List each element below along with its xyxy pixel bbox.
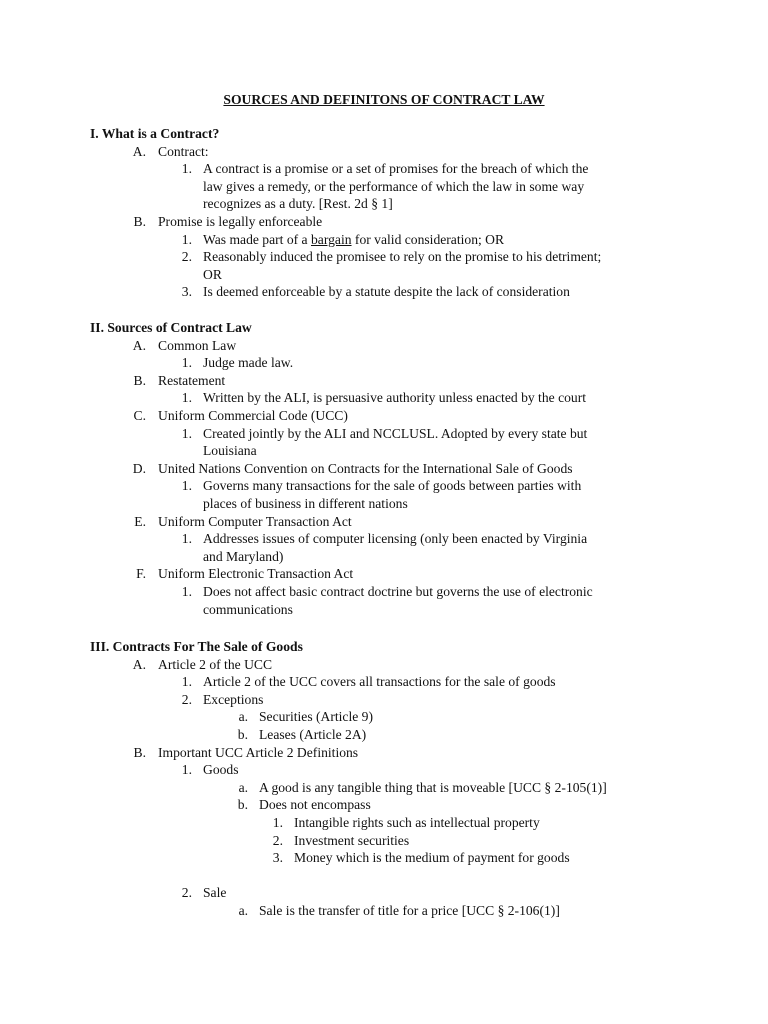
outline-item — [0, 814, 768, 832]
item-text: law gives a remedy, or the performance of which the law in some way — [203, 178, 585, 194]
document-title: SOURCES AND DEFINITONS OF CONTRACT LAW — [223, 92, 545, 107]
outline-item — [0, 902, 768, 920]
item-marker: 1. — [181, 583, 192, 599]
outline-item — [0, 213, 768, 231]
outline-item — [0, 389, 768, 407]
outline-continuation — [0, 495, 768, 513]
section-heading: III. Contracts For The Sale of Goods — [90, 639, 303, 654]
item-text: Promise is legally enforceable — [158, 213, 323, 229]
outline-item — [0, 656, 768, 674]
item-text: OR — [203, 266, 222, 282]
item-marker: B. — [133, 744, 146, 760]
item-text: Securities (Article 9) — [259, 709, 373, 725]
item-marker: b. — [237, 726, 248, 742]
item-marker: 1. — [181, 231, 192, 247]
item-text: A contract is a promise or a set of promises for the breach of which the — [203, 161, 589, 177]
outline-item — [0, 283, 768, 301]
outline-item — [0, 761, 768, 779]
item-marker: 1. — [181, 762, 192, 778]
spacer — [0, 867, 768, 885]
item-marker: 1. — [181, 355, 192, 371]
item-marker: C. — [133, 407, 146, 423]
outline-item — [0, 513, 768, 531]
item-marker: B. — [133, 213, 146, 229]
item-marker: 2. — [181, 249, 192, 265]
text-segment: for valid consideration; OR — [351, 231, 505, 247]
outline-item — [0, 832, 768, 850]
item-marker: 1. — [181, 390, 192, 406]
outline-item — [0, 372, 768, 390]
item-marker: A. — [132, 656, 146, 672]
item-marker: B. — [133, 372, 146, 388]
item-text — [203, 231, 504, 249]
outline-item — [0, 796, 768, 814]
item-marker: 1. — [181, 161, 192, 177]
item-text: Addresses issues of computer licensing (only been enacted by Virginia — [203, 531, 588, 547]
item-text: communications — [203, 601, 293, 617]
text-segment: Was made part of a — [203, 231, 311, 247]
item-text: recognizes as a duty. [Rest. 2d § 1] — [203, 196, 393, 212]
item-text: places of business in different nations — [203, 495, 408, 511]
outline-item — [0, 477, 768, 495]
item-marker: b. — [237, 797, 248, 813]
item-marker: a. — [238, 709, 248, 725]
item-marker: 2. — [181, 885, 192, 901]
item-marker: 1. — [272, 814, 283, 830]
outline-item — [0, 248, 768, 266]
outline-item — [0, 673, 768, 691]
item-text: Important UCC Article 2 Definitions — [158, 744, 359, 760]
outline-continuation — [0, 195, 768, 213]
outline-item — [0, 407, 768, 425]
item-text: Judge made law. — [203, 355, 294, 371]
item-text: Common Law — [158, 337, 237, 353]
outline-continuation — [0, 548, 768, 566]
item-marker: 1. — [181, 674, 192, 690]
outline-continuation — [0, 266, 768, 284]
item-marker: D. — [132, 460, 146, 476]
item-marker: A. — [132, 337, 146, 353]
item-text: Sale — [203, 885, 227, 901]
item-marker: 1. — [181, 425, 192, 441]
item-text: Does not encompass — [259, 797, 371, 813]
item-text: Written by the ALI, is persuasive authority unless enacted by the court — [203, 390, 586, 406]
item-text: Contract: — [158, 143, 209, 159]
section-2 — [0, 319, 768, 618]
item-text: Louisiana — [203, 443, 257, 459]
item-text: Article 2 of the UCC — [158, 656, 273, 672]
item-marker: 2. — [272, 832, 283, 848]
outline-item — [0, 726, 768, 744]
item-text: Uniform Computer Transaction Act — [158, 513, 352, 529]
outline-item — [0, 337, 768, 355]
section-heading: I. What is a Contract? — [90, 126, 220, 141]
item-text: Money which is the medium of payment for goods — [294, 850, 570, 866]
outline-item — [0, 849, 768, 867]
item-marker: 1. — [181, 531, 192, 547]
outline-item — [0, 744, 768, 762]
section-1 — [0, 125, 768, 301]
outline-item — [0, 691, 768, 709]
item-text: Uniform Electronic Transaction Act — [158, 566, 354, 582]
outline-item — [0, 530, 768, 548]
outline-continuation — [0, 601, 768, 619]
item-marker: E. — [134, 513, 146, 529]
item-text: Is deemed enforceable by a statute despite the lack of consideration — [203, 284, 570, 300]
item-text: Governs many transactions for the sale of goods between parties with — [203, 478, 582, 494]
outline-item — [0, 708, 768, 726]
item-marker: 3. — [272, 850, 283, 866]
item-text: Investment securities — [294, 832, 410, 848]
item-marker: 2. — [181, 691, 192, 707]
item-text: Sale is the transfer of title for a price [UCC § 2-106(1)] — [259, 902, 560, 918]
item-text: Article 2 of the UCC covers all transactions for the sale of goods — [203, 674, 556, 690]
outline-item — [0, 583, 768, 601]
outline-item — [0, 460, 768, 478]
item-text: A good is any tangible thing that is moveable [UCC § 2-105(1)] — [259, 779, 607, 795]
outline-item — [0, 565, 768, 583]
item-text: Created jointly by the ALI and NCCLUSL. Adopted by every state but — [203, 425, 588, 441]
item-marker: F. — [136, 566, 146, 582]
section-3 — [0, 638, 768, 920]
item-text: Reasonably induced the promisee to rely on the promise to his detriment; — [203, 249, 602, 265]
outline-item — [0, 779, 768, 797]
item-text: Restatement — [158, 372, 226, 388]
outline-continuation — [0, 442, 768, 460]
outline-item — [0, 354, 768, 372]
item-text: Intangible rights such as intellectual property — [294, 814, 540, 830]
item-text: Exceptions — [203, 691, 264, 707]
bargain-underlined-word: bargain — [311, 231, 352, 247]
item-text: Leases (Article 2A) — [259, 726, 367, 742]
item-marker: 3. — [181, 284, 192, 300]
item-text: Does not affect basic contract doctrine but governs the use of electronic — [203, 583, 593, 599]
outline-item — [0, 160, 768, 178]
outline-item — [0, 884, 768, 902]
item-marker: A. — [132, 143, 146, 159]
outline-item — [0, 425, 768, 443]
item-text: United Nations Convention on Contracts for the International Sale of Goods — [158, 460, 573, 476]
outline-item — [0, 231, 768, 249]
item-text: and Maryland) — [203, 548, 284, 564]
section-heading: II. Sources of Contract Law — [90, 320, 252, 335]
item-marker: 1. — [181, 478, 192, 494]
outline-continuation — [0, 178, 768, 196]
item-text: Uniform Commercial Code (UCC) — [158, 407, 348, 423]
item-marker: a. — [238, 902, 248, 918]
outline-item — [0, 143, 768, 161]
item-marker: a. — [238, 779, 248, 795]
item-text: Goods — [203, 762, 239, 778]
